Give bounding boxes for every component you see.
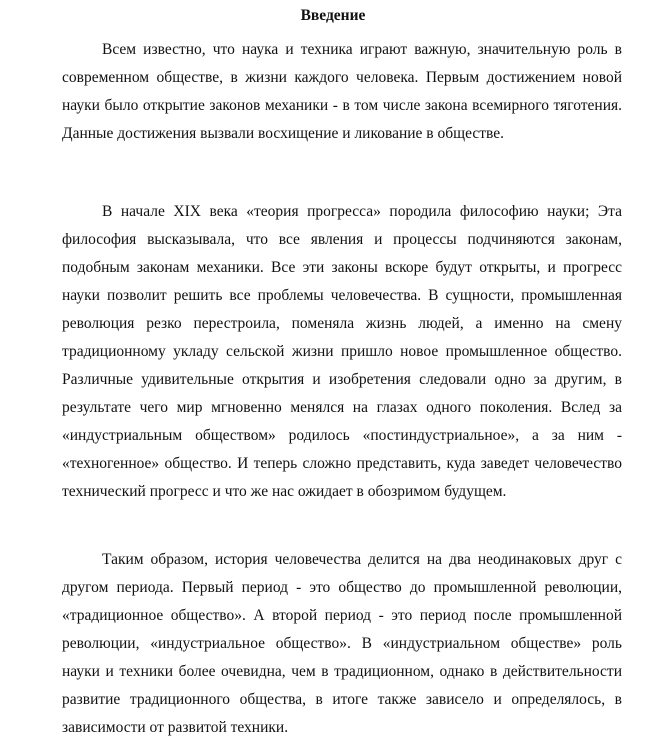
paragraph-1: Всем известно, что наука и техника играют важную, значительную роль в современном обществе, в жизни каждого человека. Первым достижением новой науки было открытие законов механики - в том числе закона всемирного тяготения. Данные достижения вызвали восхищение и ликование в обществе.: [62, 41, 622, 142]
document-title: Введение: [300, 7, 366, 24]
paragraph-2: В начале XIX века «теория прогресса» породила философию науки; Эта философия высказывала, что все явления и процессы подчиняются законам, подобным законам механики. Все эти законы вскоре будут открыты, и прогресс науки позволит решить все проблемы человечества. В сущности, промышленная революция резко перестроила, поменяла жизнь людей, а именно на смену традиционному укладу сельской жизни пришло новое промышленное общество. Различные удивительные открытия и изобретения следовали одно за другим, в результате чего мир мгновенно менялся на глазах одного поколения. Вслед за «индустриальным обществом» родилось «постиндустриальное», а за ним - «техногенное» общество. И теперь сложно представить, куда заведет человечество технический прогресс и что же нас ожидает в обозримом будущем.: [62, 203, 622, 500]
paragraph-3: Таким образом, история человечества делится на два неодинаковых друг с другом периода. Первый период - это общество до промышленной революции, «традиционное общество». А второй период - это период после промышленной революции, «индустриальное общество». В «индустриальном обществе» роль науки и техники более очевидна, чем в традиционном, однако в действительности развитие традиционного общества, в итоге также зависело и определялось, в зависимости от развитой техники.: [62, 551, 622, 736]
